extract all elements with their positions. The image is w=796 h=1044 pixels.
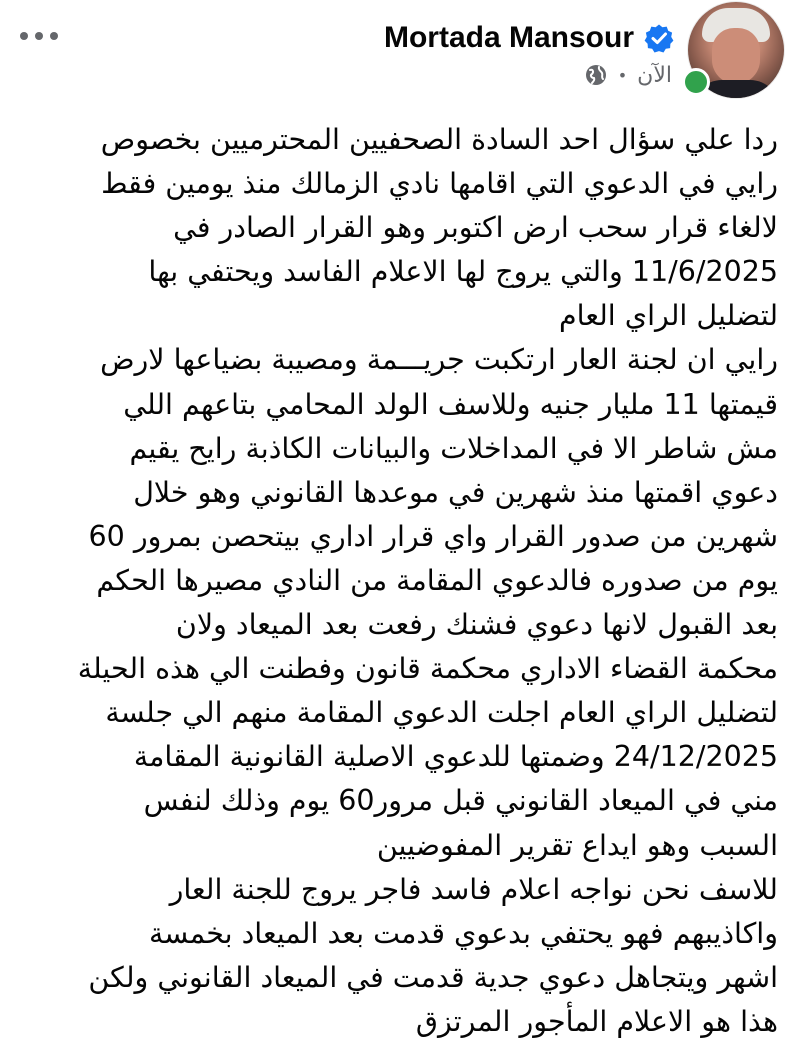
more-options-button[interactable] — [20, 24, 58, 48]
more-dot — [35, 32, 43, 40]
globe-icon[interactable] — [584, 63, 608, 87]
post-text — [30, 118, 778, 1044]
post-line: قيمتها 11 مليار جنيه وللاسف الولد المحامي بتاعهم اللي — [123, 387, 778, 421]
post-line: واكاذيبهم فهو يحتفي بدعوي قدمت بعد الميعاد بخمسة — [149, 916, 778, 950]
post-line: رايي في الدعوي التي اقامها نادي الزمالك منذ يومين فقط — [101, 167, 778, 201]
post-line: لتضليل الراي العام — [559, 299, 778, 333]
post-line: بعد القبول لانها دعوي فشنك رفعت بعد الميعاد ولان — [175, 608, 778, 642]
more-dot — [50, 32, 58, 40]
post-line: مني في الميعاد القانوني قبل مرور60 يوم وذلك لنفس — [143, 784, 778, 818]
post-line: لالغاء قرار سحب ارض اكتوبر وهو القرار الصادر في — [173, 211, 778, 245]
verified-badge-icon — [644, 23, 674, 53]
post-line: لتضليل الراي العام اجلت الدعوي المقامة منهم الي جلسة — [105, 696, 778, 730]
avatar-face — [712, 28, 760, 84]
post-line: مش شاطر الا في المداخلات والبيانات الكاذبة رايح يقيم — [129, 431, 778, 465]
author-name[interactable]: Mortada Mansour — [383, 21, 634, 54]
post-line: دعوي اقمتها منذ شهرين في موعدها القانوني وهو خلال — [133, 475, 778, 509]
author-avatar-wrapper — [688, 2, 784, 98]
post-line: للاسف نحن نواجه اعلام فاسد فاجر يروج للجنة العار — [169, 872, 778, 906]
more-dot — [20, 32, 28, 40]
post-line: السبب وهو ايداع تقرير المفوضيين — [376, 828, 778, 862]
post-line: ردا علي سؤال احد السادة الصحفيين المحترميين بخصوص — [100, 123, 778, 156]
post-line: 11/6/2025 والتي يروج لها الاعلام الفاسد ويحتفي بها — [148, 255, 778, 289]
post-line: محكمة القضاء الاداري محكمة قانون وفطنت الي هذه الحيلة — [77, 652, 778, 686]
post-timestamp[interactable]: الآن — [637, 62, 672, 88]
verified-badge-shape — [645, 25, 674, 53]
post-meta — [584, 60, 672, 90]
post-line: هذا هو الاعلام المأجور المرتزق — [415, 1004, 778, 1038]
post-line: شهرين من صدور القرار واي قرار اداري بيتحصن بمرور 60 — [88, 519, 778, 553]
author-row — [384, 18, 674, 58]
post-line: رايي ان لجنة العار ارتكبت جريـــمة ومصيبة بضياعها لارض — [100, 343, 778, 377]
post-line: يوم من صدوره فالدعوي المقامة من النادي مصيرها الحكم — [96, 563, 778, 597]
post-header — [0, 0, 796, 116]
online-status-indicator — [682, 68, 710, 96]
post-line: اشهر ويتجاهل دعوي جدية قدمت في الميعاد القانوني ولكن — [88, 960, 778, 994]
post-line: 24/12/2025 وضمتها للدعوي الاصلية القانونية المقامة — [133, 740, 778, 774]
meta-separator: • — [617, 65, 628, 85]
